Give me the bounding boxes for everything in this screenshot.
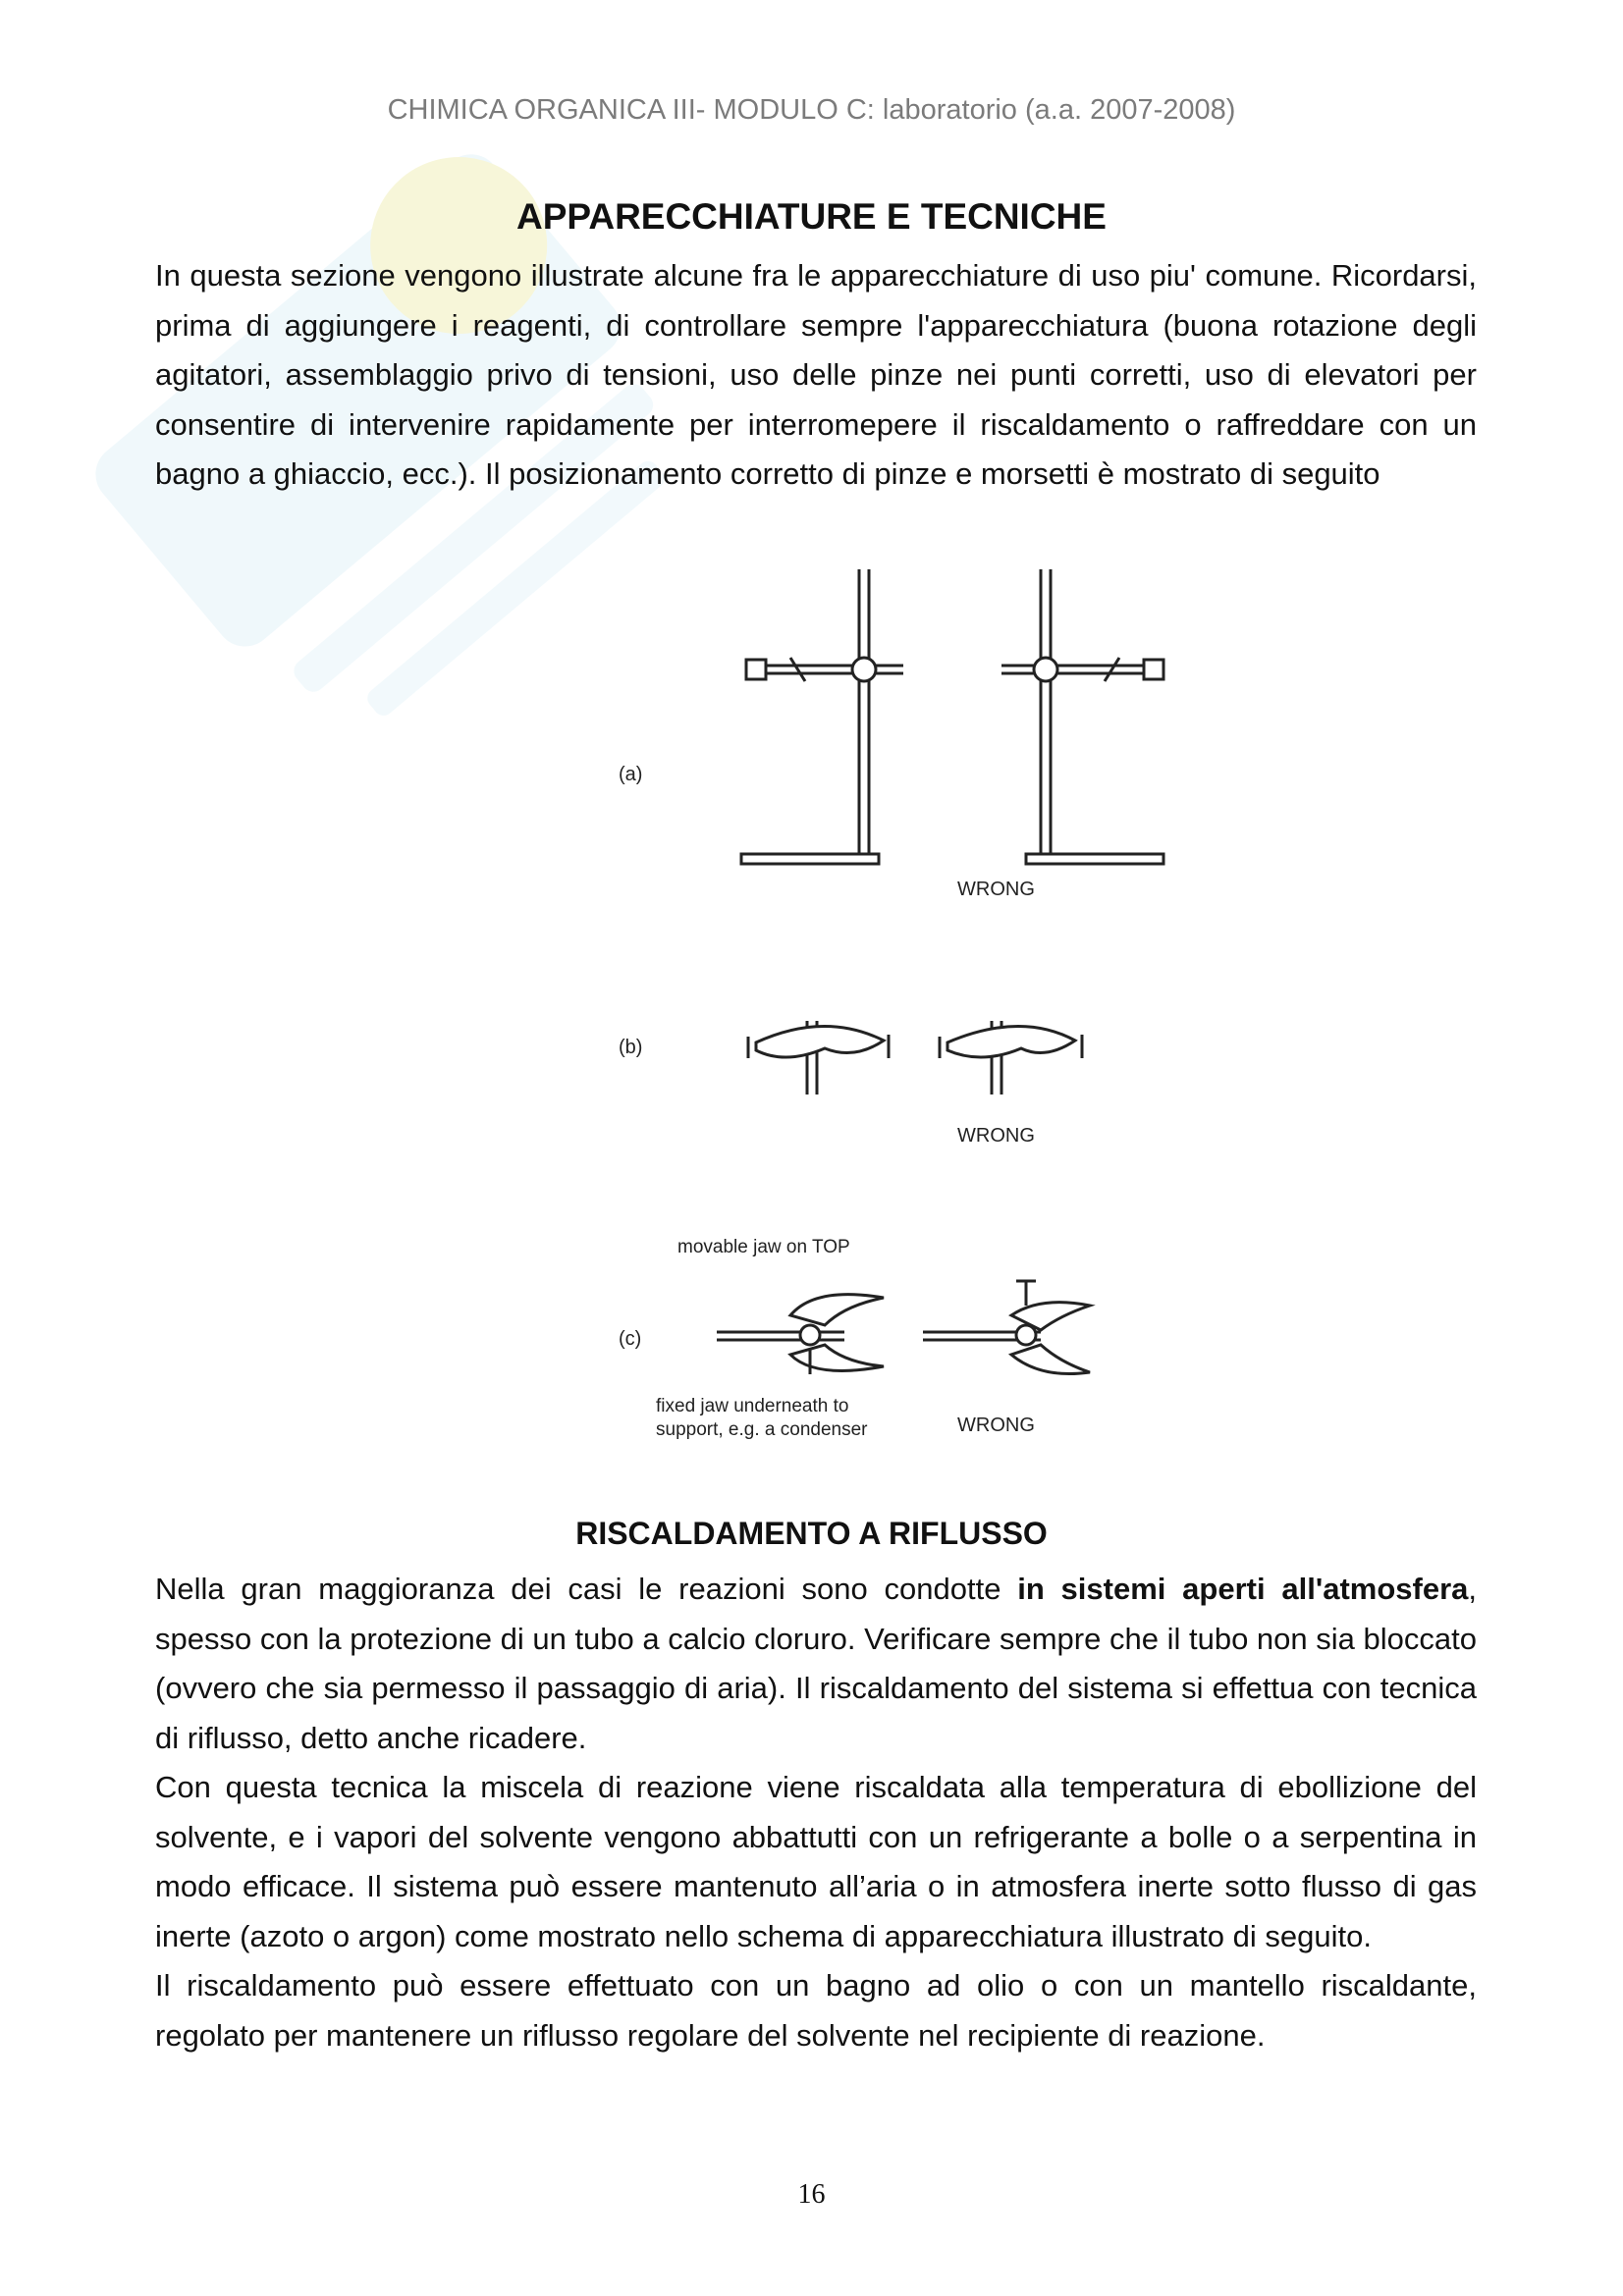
p1-bold: in sistemi aperti all'atmosfera bbox=[1017, 1572, 1469, 1606]
figure-fixed-jaw-line2: support, e.g. a condenser bbox=[656, 1419, 868, 1440]
figure-fixed-jaw-line1: fixed jaw underneath to bbox=[656, 1396, 849, 1416]
reflux-paragraph-1 bbox=[155, 1565, 1477, 1763]
intro-paragraph: In questa sezione vengono illustrate alcune fra le apparecchiature di uso piu' comune. Ricordarsi, prima di aggiungere i reagenti, di controllare sempre l'apparecchiatura (buona rotazione degli agitatori, assemblaggio privo di tensioni, uso delle pinze nei punti corretti, uso di elevatori per consentire di intervenire rapidamente per interromepere il riscaldamento o raffreddare con un bagno a ghiaccio, ecc.). Il posizionamento corretto di pinze e morsetti è mostrato di seguito bbox=[155, 258, 1477, 491]
clamp-positioning-figure bbox=[589, 550, 1217, 1453]
figure-label-a: (a) bbox=[619, 764, 643, 785]
p1-start: Nella gran maggioranza dei casi le reazioni sono condotte bbox=[155, 1572, 1018, 1606]
figure-wrong-c: WRONG bbox=[957, 1415, 1035, 1436]
reflux-paragraph-3: Il riscaldamento può essere effettuato con un bagno ad olio o con un mantello riscaldante, regolato per mantenere un riflusso regolare del solvente nel recipiente di reazione. bbox=[155, 1968, 1477, 2053]
figure-label-b: (b) bbox=[619, 1037, 643, 1058]
figure-wrong-a: WRONG bbox=[957, 879, 1035, 900]
reflux-paragraph-2: Con questa tecnica la miscela di reazione viene riscaldata alla temperatura di ebollizione del solvente, e i vapori del solvente vengono abbattutti con un refrigerante a bolle o a serpentina in modo efficace. Il sistema può essere mantenuto all’aria o in atmosfera inerte sotto flusso di gas inerte (azoto o argon) come mostrato nello schema di apparecchiatura illustrato di seguito. bbox=[155, 1770, 1477, 1953]
page-number: 16 bbox=[797, 2179, 826, 2210]
p1-end: , spesso con la protezione di un tubo a calcio cloruro. Verificare sempre che il tubo non sia bloccato (ovvero che sia permesso il passaggio di aria). Il riscaldamento del sistema si effettua con tecnica di riflusso, detto anche ricadere. bbox=[155, 1572, 1477, 1755]
section-title: APPARECCHIATURE E TECNICHE bbox=[516, 196, 1107, 237]
figure-label-c: (c) bbox=[619, 1328, 642, 1350]
figure-movable-jaw: movable jaw on TOP bbox=[677, 1237, 850, 1257]
running-header: CHIMICA ORGANICA III- MODULO C: laboratorio (a.a. 2007-2008) bbox=[387, 94, 1236, 126]
reflux-section-body bbox=[155, 1565, 1477, 2060]
subsection-title: RISCALDAMENTO A RIFLUSSO bbox=[575, 1516, 1048, 1551]
figure-wrong-b: WRONG bbox=[957, 1125, 1035, 1147]
